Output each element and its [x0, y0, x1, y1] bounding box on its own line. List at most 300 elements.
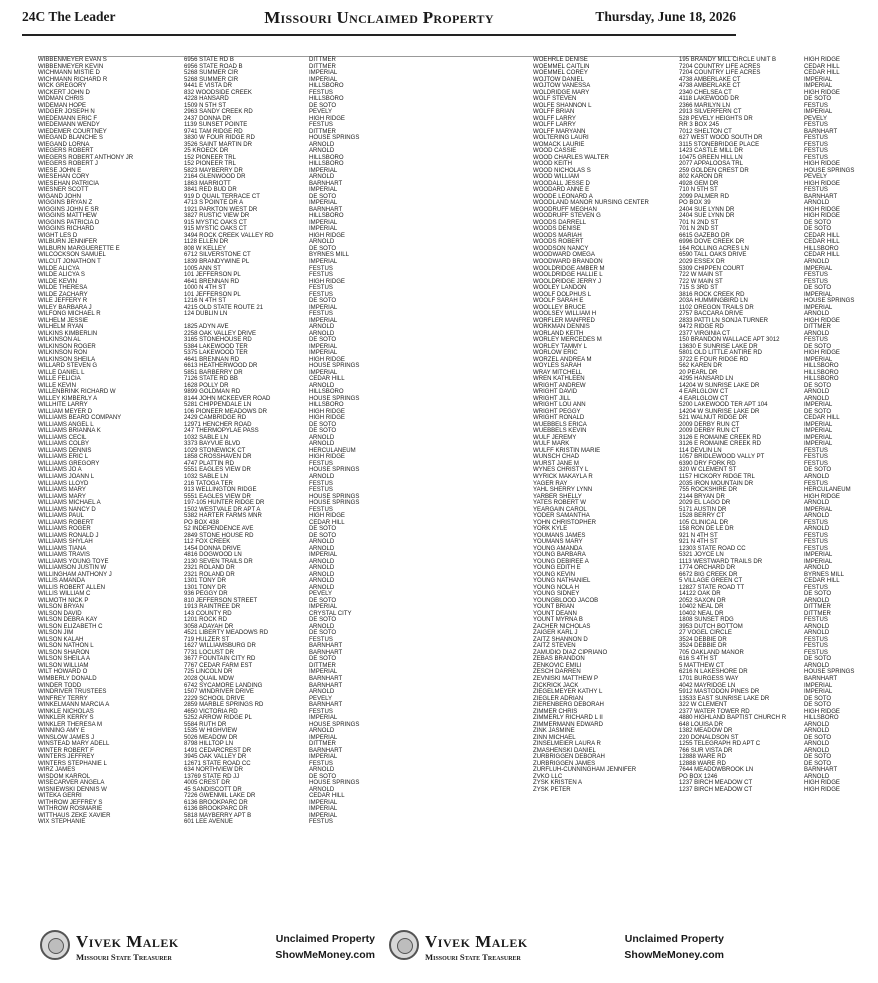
- owner-address: 2029 ESSEX DR: [679, 258, 725, 265]
- owner-address: 2144 BRYAN DR: [679, 493, 725, 500]
- owner-city: ARNOLD: [309, 689, 335, 696]
- owner-address: 5268 SUMMER CIR: [184, 76, 239, 83]
- owner-city: ARNOLD: [804, 474, 830, 480]
- owner-address: 2052 SAXON DR: [679, 597, 726, 604]
- owner-address: 1255 TELEGRAPH RD APT C: [679, 741, 761, 748]
- owner-city: HIGH RIDGE: [804, 161, 840, 168]
- owner-city: HILLSBORO: [804, 376, 839, 383]
- owner-city: DE SOTO: [309, 102, 337, 109]
- owner-address: 106 PIONEER MEADOWS DR: [184, 408, 267, 415]
- owner-city: HOUSE SPRINGS: [309, 493, 360, 500]
- owner-city: DITTMER: [309, 63, 336, 70]
- owner-name: WOOLEY LANDON: [533, 285, 587, 292]
- state-seal-icon: [389, 930, 419, 960]
- owner-name: WILKINSON AL: [38, 337, 81, 344]
- owner-address: 1774 ORCHARD DR: [679, 565, 736, 572]
- owner-city: IMPERIAL: [804, 421, 833, 428]
- owner-city: HOUSE SPRINGS: [309, 500, 360, 507]
- owner-name: WILLARD STEVEN G: [38, 363, 98, 370]
- owner-city: HIGH RIDGE: [309, 115, 345, 122]
- owner-address: 4215 OLD STATE ROUTE 21: [184, 304, 264, 311]
- owner-city: DE SOTO: [309, 298, 337, 305]
- owner-address: 5851 BARBERRY DR: [184, 369, 243, 376]
- owner-address: 1839 BRANDYWINE PL: [184, 258, 250, 265]
- owner-address: 6136 BROOKPARC DR: [184, 806, 248, 813]
- listing-row: [38, 819, 383, 826]
- owner-city: IMPERIAL: [309, 317, 338, 324]
- owner-name: WILLE FELICIA: [38, 376, 81, 383]
- owner-name: WIDGER JOSEPH N: [38, 109, 95, 116]
- owner-address: 562 KAREN DR: [679, 363, 723, 370]
- owner-name: WORLEY TAMMY L: [533, 343, 587, 350]
- owner-city: DE SOTO: [309, 532, 337, 539]
- owner-name: WILLHITE LARRY: [38, 402, 88, 409]
- owner-name: WILLIAMS CECIL: [38, 434, 87, 441]
- owner-address: 1000 N 4TH ST: [184, 285, 227, 292]
- owner-city: HOUSE SPRINGS: [804, 167, 855, 174]
- owner-name: WRIGHT LOU ANN: [533, 402, 586, 409]
- owner-city: ARNOLD: [309, 148, 335, 155]
- owner-address: 1509 N 5TH ST: [184, 102, 227, 109]
- owner-city: BYRNES MILL: [804, 571, 844, 578]
- owner-name: WOOD KEITH: [533, 161, 572, 168]
- owner-address: 627 WEST WOOD SOUTH DR: [679, 135, 763, 142]
- owner-address: 2757 BACCARA DRIVE: [679, 311, 744, 318]
- owner-address: 12888 WARE RD: [679, 760, 726, 767]
- owner-address: 6742 SYCAMORE LANDING: [184, 682, 263, 689]
- owner-address: 5 MATTHEW CT: [679, 662, 724, 669]
- owner-city: DE SOTO: [309, 245, 337, 252]
- owner-city: ARNOLD: [309, 578, 335, 585]
- owner-city: ARNOLD: [309, 558, 335, 565]
- owner-address: 701 N 2ND ST: [679, 226, 719, 233]
- owner-city: ARNOLD: [804, 597, 830, 604]
- owner-name: WILCOCKSON SAMUEL: [38, 252, 106, 259]
- owner-address: 6216 N LAKESHORE DR: [679, 669, 748, 676]
- owner-address: 715 S 3RD ST: [679, 285, 718, 292]
- owner-address: 5382 HARTER FARMS MNR: [184, 513, 262, 520]
- page-footer: [38, 924, 736, 970]
- owner-address: 1237 BIRCH MEADOW CT: [679, 786, 753, 793]
- owner-city: DE SOTO: [804, 467, 832, 474]
- owner-city: DITTMER: [804, 604, 831, 611]
- owner-address: 9472 RIDGE RD: [679, 324, 724, 331]
- owner-address: 4 EARLGLOW CT: [679, 395, 729, 402]
- owner-city: HILLSBORO: [309, 83, 344, 90]
- owner-name: WOODRUFF STEVEN G: [533, 213, 601, 220]
- owner-city: HILLSBORO: [804, 715, 839, 722]
- treasurer-title: Missouri State Treasurer: [76, 952, 172, 962]
- owner-address: 2029 EL LAGO DR: [679, 500, 731, 507]
- owner-address: 2437 DONNA DR: [184, 115, 232, 122]
- owner-address: 2258 OAK VALLEY DRIVE: [184, 330, 257, 337]
- owner-address: 3677 FOUNTAIN CITY RD: [184, 656, 256, 663]
- footer-line-1: Unclaimed Property: [275, 933, 375, 945]
- owner-name: WICKERT JOHN D: [38, 89, 90, 96]
- owner-city: FESTUS: [309, 480, 333, 487]
- owner-name: YOUNT BRIAN: [533, 604, 575, 611]
- owner-name: WOODWARD BRANDON: [533, 258, 603, 265]
- owner-address: 1382 MEADOW DR: [679, 728, 733, 735]
- owner-city: ARNOLD: [309, 434, 335, 441]
- owner-name: WILLEY KIMBERLY A: [38, 395, 98, 402]
- owner-name: ZICKRICK JACK: [533, 682, 579, 689]
- owner-name: WICK GREGORY: [38, 83, 87, 90]
- owner-address: 8144 JOHN MCKEEVER ROAD: [184, 395, 271, 402]
- owner-address: PO BOX 39: [679, 200, 711, 207]
- owner-city: IMPERIAL: [309, 812, 338, 819]
- owner-name: WILCUT JONATHON T: [38, 258, 101, 265]
- owner-address: 6390 DRY FORK RD: [679, 460, 736, 467]
- owner-city: HILLSBORO: [309, 154, 344, 161]
- owner-city: FESTUS: [804, 649, 828, 656]
- owner-city: FESTUS: [804, 122, 828, 129]
- owner-address: 220 DONALDSON ST: [679, 734, 739, 741]
- owner-name: ZIMMER CHRIS: [533, 708, 578, 715]
- owner-name: WINNING AMY E: [38, 728, 85, 735]
- owner-address: 4641 BRENNAN RD: [184, 278, 240, 285]
- owner-address: 1113 WESTWARD TRAILS DR: [679, 558, 763, 565]
- owner-name: WOEMMEL COREY: [533, 70, 588, 77]
- owner-city: DE SOTO: [804, 702, 832, 709]
- owner-name: YOUNG NOLA H: [533, 584, 580, 591]
- owner-name: ZESCH DARREN: [533, 669, 581, 676]
- owner-name: ZENKOVIC EMILI: [533, 662, 582, 669]
- owner-address: 3126 E ROMAINE CREEK RD: [679, 441, 761, 448]
- owner-city: BARNHART: [309, 747, 343, 754]
- owner-city: ARNOLD: [309, 623, 335, 630]
- owner-address: 13533 EAST SUNRISE LAKE DR: [679, 695, 770, 702]
- owner-name: WOOLF DOLPHUS L: [533, 291, 592, 298]
- owner-address: RR 3 BOX 245: [679, 122, 719, 129]
- treasurer-name: Vivek Malek: [76, 932, 179, 951]
- owner-name: WILLIAMS JOANN L: [38, 474, 95, 480]
- owner-name: WILLIAMS SHYLAH: [38, 539, 93, 546]
- owner-name: WILLIAMS MICHAEL A: [38, 500, 101, 507]
- owner-city: ARNOLD: [804, 311, 830, 318]
- owner-city: DE SOTO: [804, 760, 832, 767]
- owner-name: WINDER TODD: [38, 682, 82, 689]
- owner-name: WILLIAMS NANCY D: [38, 506, 96, 513]
- owner-address: 6956 STATE ROAD B: [184, 63, 243, 70]
- owner-city: HOUSE SPRINGS: [804, 669, 855, 676]
- owner-address: 7767 CEDAR FARM EST: [184, 662, 253, 669]
- owner-address: 4738 AMBERLAKE CT: [679, 83, 741, 90]
- owner-address: 5801 OLD LITTLE ANTIRE RD: [679, 350, 763, 357]
- owner-name: WILLIAMS COLBY: [38, 441, 90, 448]
- owner-address: 521 WALNUT RIDGE DR: [679, 415, 748, 422]
- owner-name: WILLIAMS TRAVIS: [38, 552, 90, 559]
- owner-city: ARNOLD: [804, 258, 830, 265]
- owner-city: HIGH RIDGE: [804, 786, 840, 793]
- owner-address: 12303 STATE ROAD CC: [679, 545, 746, 552]
- owner-address: 1005 ANN ST: [184, 265, 221, 272]
- owner-name: WILLIAMS MARY: [38, 493, 86, 500]
- owner-address: 4816 DOGWOOD LN: [184, 552, 242, 559]
- owner-name: WINKLER KERRY S: [38, 715, 94, 722]
- owner-city: BARNHART: [309, 206, 343, 213]
- owner-address: 143 COUNTY RD: [184, 610, 232, 617]
- owner-city: DITTMER: [309, 57, 336, 63]
- owner-city: ARNOLD: [309, 330, 335, 337]
- owner-address: 1032 SABLE LN: [184, 434, 229, 441]
- owner-address: 719 HULZER ST: [184, 636, 230, 643]
- owner-city: FESTUS: [804, 643, 828, 650]
- owner-name: YOUNG KEVIN: [533, 571, 576, 578]
- owner-address: 3827 RUSTIC VIEW DR: [184, 213, 250, 220]
- owner-city: ARNOLD: [309, 441, 335, 448]
- owner-name: WILLIAMS RONALD J: [38, 532, 99, 539]
- owner-name: WOLF STEVEN: [533, 96, 577, 103]
- owner-address: 4295 HANSARD LN: [679, 376, 734, 383]
- owner-city: HIGH RIDGE: [804, 493, 840, 500]
- owner-name: YAHL SHERRY LYNN: [533, 487, 593, 494]
- owner-name: WIGGINS JOHN E SR: [38, 206, 99, 213]
- owner-address: 2833 PATTI LN SONJA TURNER: [679, 317, 769, 324]
- owner-address: 7204 COUNTRY LIFE ACRES: [679, 63, 761, 70]
- owner-city: ARNOLD: [804, 200, 830, 207]
- owner-name: WULFF KRISTIN MARIE: [533, 447, 601, 454]
- owner-city: IMPERIAL: [309, 226, 338, 233]
- owner-city: DE SOTO: [804, 226, 832, 233]
- owner-name: WILDE ALICYA S: [38, 272, 85, 279]
- owner-name: ZIEGELMEYER KATHY L: [533, 689, 603, 696]
- owner-name: ZINSELMEIER LAURA R: [533, 741, 601, 748]
- owner-address: 20 PEARL DR: [679, 369, 718, 376]
- owner-address: 2429 CAMBRIDGE RD: [184, 415, 247, 422]
- owner-address: 216 TATOGA TER: [184, 480, 233, 487]
- owner-name: WIEGERS ROBERT: [38, 148, 94, 155]
- owner-name: WILDE ALICYA: [38, 265, 80, 272]
- owner-address: 5281 CHIPPENDALE LN: [184, 402, 252, 409]
- owner-city: ARNOLD: [309, 324, 335, 331]
- owner-address: 8798 HILLTOP LN: [184, 741, 234, 748]
- owner-name: WINDRIVER TRUSTEES: [38, 689, 107, 696]
- owner-city: BARNHART: [309, 682, 343, 689]
- owner-city: FESTUS: [804, 460, 828, 467]
- owner-name: WYRICK MAKAYLA R: [533, 474, 593, 480]
- owner-name: WIGAND JOHN: [38, 193, 81, 200]
- owner-address: 710 N 5TH ST: [679, 187, 718, 194]
- owner-address: 5309 CHIPPEN COURT: [679, 265, 745, 272]
- owner-name: WOJTOW VANESSA: [533, 83, 591, 90]
- owner-address: 3058 ADAYAH DR: [184, 623, 234, 630]
- owner-address: 3526 SAINT MARTIN DR: [184, 141, 252, 148]
- owner-name: WOOLLEY BRUCE: [533, 304, 586, 311]
- owner-city: ARNOLD: [804, 526, 830, 533]
- owner-address: 4042 MAYRIDGE LN: [679, 682, 736, 689]
- owner-city: DE SOTO: [309, 526, 337, 533]
- owner-address: 2404 SUE LYNN DR: [679, 206, 735, 213]
- owner-name: WINTERS JEFFREY: [38, 754, 95, 761]
- owner-name: YOUNGBLOOD JACOB: [533, 597, 599, 604]
- owner-name: WILLIAMS GREGORY: [38, 460, 100, 467]
- owner-city: PEVELY: [804, 115, 828, 122]
- owner-name: WIGGINS BRYAN Z: [38, 200, 93, 207]
- owner-name: WINSTEAD MARY ADELL: [38, 741, 110, 748]
- owner-city: DITTMER: [309, 741, 336, 748]
- owner-address: 2028 QUAIL MDW: [184, 675, 234, 682]
- owner-city: CEDAR HILL: [804, 70, 840, 77]
- owner-address: 13769 STATE RD JJ: [184, 773, 240, 780]
- owner-name: WIBBENMEYER KEVIN: [38, 63, 104, 70]
- owner-city: HIGH RIDGE: [804, 180, 840, 187]
- owner-name: WINKLER THERESA M: [38, 721, 103, 728]
- owner-address: 4738 AMBERLAKE CT: [679, 76, 741, 83]
- owner-city: IMPERIAL: [804, 434, 833, 441]
- owner-city: HILLSBORO: [804, 363, 839, 370]
- owner-name: YATES ROBERT W: [533, 500, 586, 507]
- owner-city: FESTUS: [804, 584, 828, 591]
- owner-address: 4228 HANSARD: [184, 96, 229, 103]
- owner-city: BARNHART: [804, 128, 838, 135]
- owner-address: 152 PIONEER TRL: [184, 161, 236, 168]
- owner-city: ARNOLD: [804, 728, 830, 735]
- owner-name: WINTERS STEPHANIE L: [38, 760, 107, 767]
- owner-name: WINSLOW JAMES J: [38, 734, 95, 741]
- owner-address: 6613 HEATHERWOOD DR: [184, 363, 258, 370]
- owner-name: WOODS DENISE: [533, 226, 581, 233]
- footer-website: ShowMeMoney.com: [275, 949, 375, 961]
- owner-name: WIEGERS ROBERT J: [38, 161, 98, 168]
- owner-address: 112 FOX CREEK: [184, 539, 231, 546]
- owner-name: WOLFF MARYANN: [533, 128, 586, 135]
- owner-name: WRIGHT ANDREW: [533, 382, 586, 389]
- owner-name: WILLIS WILLIAM C: [38, 591, 91, 598]
- owner-name: WOODRUFF MEGHAN: [533, 206, 597, 213]
- owner-address: 2321 ROLAND DR: [184, 571, 235, 578]
- owner-city: DITTMER: [309, 128, 336, 135]
- owner-city: ARNOLD: [309, 239, 335, 246]
- owner-name: YOUNG DEBIREE A: [533, 558, 589, 565]
- owner-city: FESTUS: [309, 89, 333, 96]
- owner-name: WOODALL JESSE D: [533, 180, 590, 187]
- owner-address: 1454 DONNA DRIVE: [184, 545, 241, 552]
- owner-city: ARNOLD: [804, 513, 830, 520]
- owner-name: YOHN CHRISTOPHER: [533, 519, 597, 526]
- owner-name: WRIGHT DAVID: [533, 389, 578, 396]
- owner-name: WOYLES SARAH: [533, 363, 582, 370]
- owner-address: 10402 NEAL DR: [679, 604, 724, 611]
- owner-name: WOOLSEY WILLIAM H: [533, 311, 597, 318]
- owner-city: PEVELY: [309, 695, 333, 702]
- owner-city: DE SOTO: [309, 656, 337, 663]
- owner-city: IMPERIAL: [804, 506, 833, 513]
- owner-city: FESTUS: [804, 102, 828, 109]
- owner-address: 2099 PALMER RD: [679, 193, 729, 200]
- owner-address: 320 W CLEMENT ST: [679, 467, 737, 474]
- owner-name: WIGHT LES D: [38, 232, 78, 239]
- owner-address: 5375 LAKEWOOD TER: [184, 350, 248, 357]
- owner-city: DE SOTO: [309, 773, 337, 780]
- owner-address: 3830 W FOUR RIDGE RD: [184, 135, 255, 142]
- owner-city: HOUSE SPRINGS: [309, 721, 360, 728]
- owner-name: WITEKA GERRI: [38, 793, 82, 800]
- owner-name: WOODARD ANNE E: [533, 187, 590, 194]
- owner-city: ARNOLD: [804, 389, 830, 396]
- owner-name: WILKINSON ROGER: [38, 343, 96, 350]
- owner-address: 105 CLINICAL DR: [679, 519, 729, 526]
- owner-city: IMPERIAL: [309, 806, 338, 813]
- owner-city: HIGH RIDGE: [804, 317, 840, 324]
- owner-name: WILKINSON SHEILA: [38, 356, 96, 363]
- owner-name: WOODS DARRELL: [533, 219, 587, 226]
- owner-name: WILLE KEVIN: [38, 382, 76, 389]
- owner-name: WILLIAMS BEARD COMPANY: [38, 415, 122, 422]
- owner-address: 14122 OAK DR: [679, 591, 721, 598]
- owner-name: WOLFF LARRY: [533, 122, 576, 129]
- owner-address: 2849 STONE HOUSE RD: [184, 532, 254, 539]
- owner-name: WIGGINS MATTHEW: [38, 213, 97, 220]
- owner-city: HILLSBORO: [804, 369, 839, 376]
- owner-city: FESTUS: [309, 760, 333, 767]
- owner-city: FESTUS: [804, 545, 828, 552]
- owner-city: DE SOTO: [309, 597, 337, 604]
- owner-city: DE SOTO: [804, 219, 832, 226]
- owner-city: FESTUS: [804, 539, 828, 546]
- owner-address: 152 PIONEER TRL: [184, 154, 236, 161]
- owner-name: WULF JEREMY: [533, 434, 577, 441]
- owner-name: WILLIAMS ROGER: [38, 526, 91, 533]
- page-label: 24C The Leader: [22, 9, 116, 24]
- owner-address: 247 THERMOPYLAE PASS: [184, 428, 259, 435]
- owner-city: HIGH RIDGE: [804, 708, 840, 715]
- owner-address: 634 NORTHVIEW DR: [184, 767, 244, 774]
- owner-city: HIGH RIDGE: [309, 415, 345, 422]
- owner-city: CEDAR HILL: [804, 415, 840, 422]
- owner-name: YOUNT MYRNA B: [533, 617, 583, 624]
- owner-address: 2035 IRON MOUNTAIN DR: [679, 480, 754, 487]
- owner-name: WILMOTH NICK P: [38, 597, 89, 604]
- owner-city: IMPERIAL: [309, 187, 338, 194]
- owner-name: WISNIEWSKI DENNIS W: [38, 786, 107, 793]
- owner-name: WORLOW ERIC: [533, 350, 578, 357]
- owner-name: WILBURN MARGUERETTE E: [38, 245, 120, 252]
- owner-name: WIESEHAN PATRICIA: [38, 180, 99, 187]
- owner-city: ARNOLD: [309, 539, 335, 546]
- owner-address: 1921 PARKTON WEST DR: [184, 206, 258, 213]
- owner-city: HOUSE SPRINGS: [309, 135, 360, 142]
- owner-city: BARNHART: [309, 180, 343, 187]
- owner-name: ZURBRIGGEN JAMES: [533, 760, 596, 767]
- owner-address: 5026 MEADOW DR: [184, 734, 238, 741]
- owner-address: 14204 W SUNRISE LAKE DR: [679, 408, 760, 415]
- owner-name: WILLINGHAM ANTHONY J: [38, 571, 112, 578]
- owner-address: 1863 MARRIOTT: [184, 180, 231, 187]
- owner-address: 9741 TAM RIDGE RD: [184, 128, 243, 135]
- owner-city: PEVELY: [309, 109, 333, 116]
- owner-address: 1491 CEDARCREST DR: [184, 747, 252, 754]
- owner-name: WRAY MITCHELL: [533, 369, 583, 376]
- owner-name: WILLIS ROBERT ALLEN: [38, 584, 105, 591]
- owner-city: HILLSBORO: [309, 161, 344, 168]
- owner-name: WIESEHAN CORY: [38, 174, 90, 181]
- owner-address: 2859 MARBLE SPRINGS RD: [184, 702, 264, 709]
- owner-name: WOMACK LAURIE: [533, 141, 585, 148]
- owner-name: WOODLAND MANOR NURSING CENTER: [533, 200, 649, 207]
- owner-address: 2963 SANDY CREEK RD: [184, 109, 253, 116]
- owner-name: ZURBRIGGEN DEBORAH: [533, 754, 605, 761]
- owner-address: 6956 STATE RD B: [184, 57, 234, 63]
- owner-city: IMPERIAL: [804, 291, 833, 298]
- owner-address: 150 BRANDON WALLACE APT 3012: [679, 337, 780, 344]
- owner-city: DITTMER: [309, 662, 336, 669]
- owner-city: CEDAR HILL: [804, 232, 840, 239]
- treasurer-name: Vivek Malek: [425, 932, 528, 951]
- owner-address: 10475 GREEN HILL LN: [679, 154, 743, 161]
- owner-name: WUEBBELS ERICA: [533, 421, 587, 428]
- owner-address: 2366 MARILYN LN: [679, 102, 730, 109]
